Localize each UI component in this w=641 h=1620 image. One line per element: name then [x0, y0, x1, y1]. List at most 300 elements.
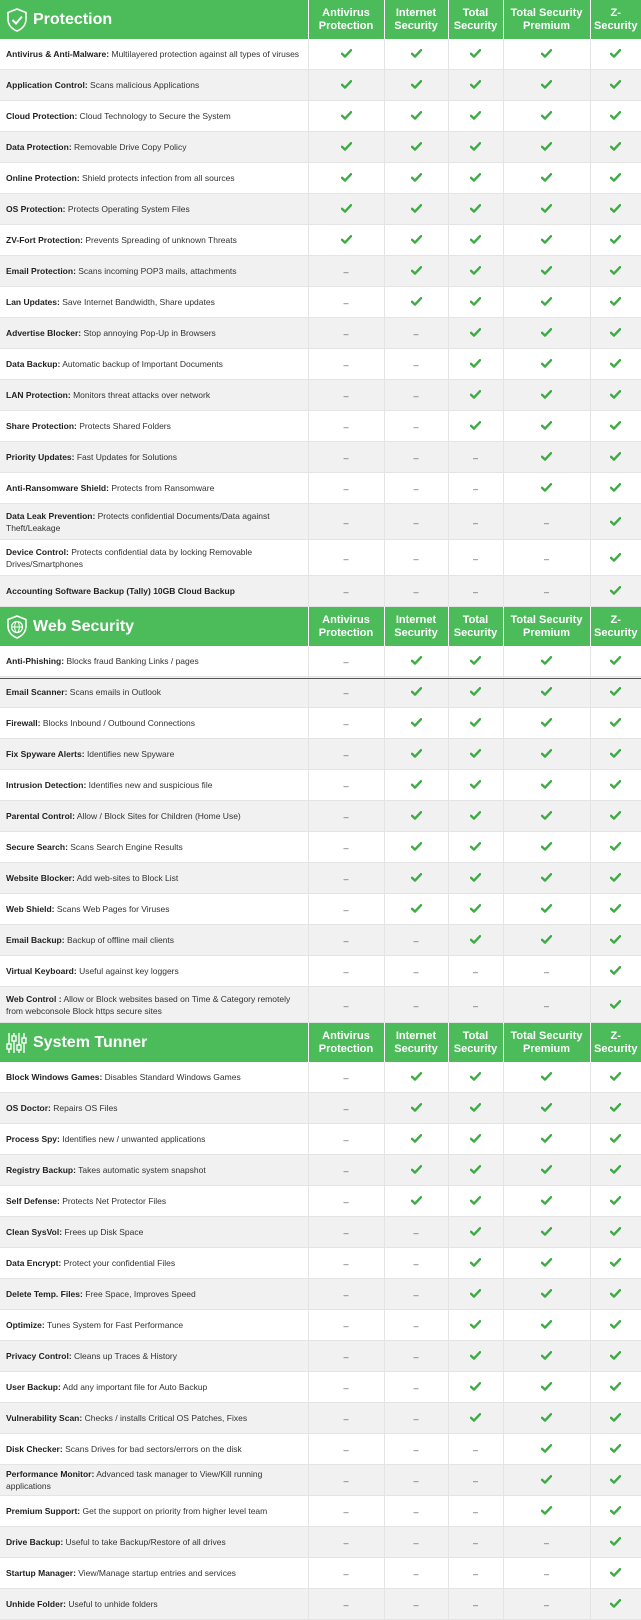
support-cell [448, 1279, 503, 1310]
check-icon [610, 1378, 621, 1387]
support-cell [590, 411, 641, 442]
support-cell [448, 101, 503, 132]
support-cell [503, 70, 590, 101]
feature-description: Protects Net Protector Files [59, 1196, 167, 1206]
support-cell [384, 225, 448, 256]
support-cell [384, 318, 448, 349]
feature-description: Takes automatic system snapshot [75, 1165, 206, 1175]
check-icon [411, 776, 422, 785]
column-header [384, 0, 448, 39]
support-cell [590, 956, 641, 987]
feature-cell [0, 1403, 308, 1434]
dash-icon: – [343, 517, 349, 528]
support-cell [308, 1527, 384, 1558]
support-cell [590, 1062, 641, 1093]
support-cell [384, 894, 448, 925]
support-cell [384, 1496, 448, 1527]
check-icon [610, 324, 621, 333]
check-icon [610, 1409, 621, 1418]
support-cell [384, 1341, 448, 1372]
feature-description: Automatic backup of Important Documents [60, 359, 223, 369]
support-cell [308, 256, 384, 287]
feature-name: Priority Updates: [6, 452, 75, 462]
feature-cell [0, 894, 308, 925]
dash-icon: – [472, 1600, 478, 1610]
support-cell [590, 1248, 641, 1279]
dash-icon: – [343, 1259, 349, 1269]
support-cell [308, 318, 384, 349]
feature-cell [0, 863, 308, 894]
support-cell [503, 256, 590, 287]
column-header [384, 607, 448, 647]
support-cell [448, 832, 503, 863]
dash-icon: – [343, 750, 349, 760]
feature-description: Useful to unhide folders [65, 1599, 158, 1609]
feature-name: Vulnerability Scan: [6, 1413, 83, 1423]
check-icon [610, 1471, 621, 1480]
check-icon [470, 169, 481, 178]
support-cell [503, 318, 590, 349]
column-header-line-1: Total Security [510, 6, 583, 19]
support-cell [308, 1093, 384, 1124]
dash-icon: – [413, 1321, 419, 1331]
dash-icon: – [472, 1476, 478, 1486]
feature-description: Add any important file for Auto Backup [60, 1382, 208, 1392]
column-header [503, 1023, 590, 1063]
check-icon [610, 1285, 621, 1294]
support-cell [308, 1465, 384, 1496]
dash-icon: – [343, 905, 349, 915]
dash-icon: – [343, 1352, 349, 1362]
dash-icon: – [343, 781, 349, 791]
support-cell [448, 349, 503, 380]
check-icon [411, 683, 422, 692]
dash-icon: – [472, 553, 478, 564]
support-cell [384, 801, 448, 832]
feature-description: Useful to take Backup/Restore of all drives [63, 1537, 226, 1547]
column-header-line-1: Antivirus [322, 1029, 370, 1042]
feature-name: Email Backup: [6, 935, 65, 945]
support-cell [384, 956, 448, 987]
feature-name: Share Protection: [6, 421, 77, 431]
feature-cell [0, 411, 308, 442]
feature-cell [0, 318, 308, 349]
support-cell [503, 194, 590, 225]
check-icon [610, 386, 621, 395]
dash-icon: – [413, 1383, 419, 1393]
feature-description: Identifies new Spyware [84, 749, 175, 759]
dash-icon: – [413, 360, 419, 370]
check-icon [470, 324, 481, 333]
feature-description: Protects confidential data by locking Removable Drives/Smartphones [6, 546, 253, 569]
check-icon [541, 838, 552, 847]
dash-icon: – [413, 1000, 419, 1011]
check-icon [470, 1223, 481, 1232]
check-icon [411, 200, 422, 209]
check-icon [610, 714, 621, 723]
support-cell [308, 1279, 384, 1310]
check-icon [541, 931, 552, 940]
support-cell [448, 1558, 503, 1589]
feature-name: Cloud Protection: [6, 111, 78, 121]
dash-icon: – [413, 517, 419, 528]
feature-description: Scans malicious Applications [87, 80, 200, 90]
feature-row [0, 473, 641, 504]
check-icon [541, 1285, 552, 1294]
dash-icon: – [413, 1228, 419, 1238]
feature-description: Cloud Technology to Secure the System [77, 111, 231, 121]
check-icon [610, 1068, 621, 1077]
check-icon [541, 76, 552, 85]
support-cell [448, 646, 503, 677]
support-cell [448, 925, 503, 956]
check-icon [610, 1192, 621, 1201]
support-cell [448, 677, 503, 708]
support-cell [590, 380, 641, 411]
feature-cell [0, 576, 308, 607]
dash-icon: – [472, 1000, 478, 1011]
support-cell [448, 287, 503, 318]
feature-description: Backup of offline mail clients [64, 935, 175, 945]
support-cell [384, 1279, 448, 1310]
support-cell [590, 1186, 641, 1217]
check-icon [470, 683, 481, 692]
feature-row [0, 987, 641, 1023]
support-cell [503, 1062, 590, 1093]
check-icon [541, 900, 552, 909]
column-header [448, 607, 503, 647]
dash-icon: – [543, 967, 549, 977]
support-cell [590, 504, 641, 540]
support-cell [384, 987, 448, 1023]
feature-cell [0, 540, 308, 576]
support-cell [448, 1434, 503, 1465]
feature-name: Web Control : [6, 993, 62, 1004]
feature-name: Virtual Keyboard: [6, 966, 77, 976]
feature-description: Useful against key loggers [76, 966, 179, 976]
dash-icon: – [343, 967, 349, 977]
feature-cell [0, 770, 308, 801]
column-header-line-1: Total [462, 613, 489, 626]
tuning-sliders-icon [6, 1031, 28, 1055]
check-icon [470, 107, 481, 116]
support-cell [503, 1496, 590, 1527]
dash-icon: – [413, 1352, 419, 1362]
feature-cell [0, 194, 308, 225]
check-icon [470, 1254, 481, 1263]
check-icon [411, 1192, 422, 1201]
dash-icon: – [413, 1414, 419, 1424]
dash-icon: – [413, 1290, 419, 1300]
feature-name: Data Leak Prevention: [6, 510, 96, 521]
support-cell [590, 646, 641, 677]
support-cell [308, 1186, 384, 1217]
support-cell [384, 256, 448, 287]
column-header-line-2: Security [394, 1042, 438, 1055]
feature-row [0, 832, 641, 863]
support-cell [308, 646, 384, 677]
feature-name: Delete Temp. Files: [6, 1289, 83, 1299]
check-icon [610, 138, 621, 147]
support-cell [448, 1124, 503, 1155]
check-icon [411, 138, 422, 147]
feature-row [0, 39, 641, 70]
feature-cell [0, 442, 308, 473]
dash-icon: – [343, 329, 349, 339]
support-cell [503, 39, 590, 70]
feature-description: Get the support on priority from higher level team [80, 1506, 268, 1516]
feature-name: Optimize: [6, 1320, 45, 1330]
check-icon [610, 1564, 621, 1573]
column-header [448, 1023, 503, 1063]
check-icon [610, 1533, 621, 1542]
feature-description: Protects from Ransomware [108, 483, 215, 493]
support-cell [448, 442, 503, 473]
check-icon [541, 1099, 552, 1108]
feature-row [0, 863, 641, 894]
feature-name: OS Doctor: [6, 1103, 51, 1113]
feature-description: Advanced task manager to View/Kill running applications [6, 1469, 263, 1491]
column-header [590, 607, 641, 647]
support-cell [384, 101, 448, 132]
column-header-line-2: Premium [522, 626, 571, 639]
check-icon [411, 1099, 422, 1108]
support-cell [590, 677, 641, 708]
check-icon [541, 138, 552, 147]
check-icon [411, 262, 422, 271]
feature-cell [0, 1248, 308, 1279]
feature-name: Data Backup: [6, 359, 61, 369]
feature-name: Firewall: [6, 718, 41, 728]
support-cell [448, 256, 503, 287]
feature-row [0, 163, 641, 194]
support-cell [590, 1217, 641, 1248]
dash-icon: – [413, 453, 419, 463]
support-cell [503, 1093, 590, 1124]
support-cell [590, 1589, 641, 1620]
feature-description: View/Manage startup entries and services [75, 1568, 236, 1578]
support-cell [448, 1589, 503, 1620]
column-header-line-2: Security [394, 626, 438, 639]
dash-icon: – [413, 422, 419, 432]
support-cell [448, 1155, 503, 1186]
dash-icon: – [413, 391, 419, 401]
feature-row [0, 708, 641, 739]
feature-row [0, 349, 641, 380]
support-cell [590, 132, 641, 163]
dash-icon: – [543, 1600, 549, 1610]
support-cell [448, 1403, 503, 1434]
feature-description: Fast Updates for Solutions [74, 452, 178, 462]
feature-description: Scans Drives for bad sectors/errors on the disk [62, 1444, 242, 1454]
support-cell [503, 677, 590, 708]
feature-row [0, 646, 641, 677]
check-icon [470, 1192, 481, 1201]
dash-icon: – [343, 1000, 349, 1011]
feature-row [0, 101, 641, 132]
dash-icon: – [343, 422, 349, 432]
feature-cell [0, 925, 308, 956]
check-icon [610, 1130, 621, 1139]
dash-icon: – [343, 267, 349, 277]
support-cell [503, 739, 590, 770]
dash-icon: – [343, 1197, 349, 1207]
feature-name: Privacy Control: [6, 1351, 72, 1361]
feature-row [0, 380, 641, 411]
feature-cell [0, 1341, 308, 1372]
support-cell [590, 256, 641, 287]
section-header-protection [0, 0, 641, 39]
column-header [308, 1023, 384, 1063]
check-icon [610, 262, 621, 271]
feature-description: Scans incoming POP3 mails, attachments [75, 266, 237, 276]
support-cell [384, 70, 448, 101]
feature-row [0, 256, 641, 287]
feature-name: Premium Support: [6, 1506, 81, 1516]
feature-row [0, 1248, 641, 1279]
feature-name: Data Encrypt: [6, 1258, 62, 1268]
feature-name: Block Windows Games: [6, 1072, 103, 1082]
feature-row [0, 1558, 641, 1589]
support-cell [590, 1279, 641, 1310]
check-icon [341, 76, 352, 85]
check-icon [470, 652, 481, 661]
check-icon [541, 293, 552, 302]
column-header-line-2: Security [453, 626, 498, 639]
check-icon [610, 962, 621, 971]
check-icon [610, 996, 621, 1005]
check-icon [610, 45, 621, 54]
section-title: System Tunner [33, 1033, 148, 1051]
dash-icon: – [543, 553, 549, 564]
check-icon [610, 1254, 621, 1263]
dash-icon: – [472, 967, 478, 977]
check-icon [610, 76, 621, 85]
support-cell [590, 442, 641, 473]
feature-name: Self Defense: [6, 1196, 60, 1206]
support-cell [503, 442, 590, 473]
check-icon [610, 513, 621, 522]
support-cell [503, 349, 590, 380]
column-header [590, 1023, 641, 1063]
feature-row [0, 411, 641, 442]
feature-cell [0, 832, 308, 863]
support-cell [503, 770, 590, 801]
support-cell [308, 956, 384, 987]
column-header-line-1: Internet [395, 6, 437, 19]
check-icon [541, 200, 552, 209]
check-icon [610, 807, 621, 816]
support-cell [384, 1155, 448, 1186]
support-cell [384, 832, 448, 863]
support-cell [503, 1279, 590, 1310]
dash-icon: – [472, 517, 478, 528]
check-icon [411, 76, 422, 85]
support-cell [384, 1124, 448, 1155]
support-cell [503, 987, 590, 1023]
check-icon [610, 838, 621, 847]
feature-cell [0, 708, 308, 739]
support-cell [384, 1403, 448, 1434]
check-icon [541, 355, 552, 364]
support-cell [503, 1558, 590, 1589]
check-icon [541, 1471, 552, 1480]
feature-description: Blocks Inbound / Outbound Connections [40, 718, 196, 728]
feature-row [0, 1217, 641, 1248]
feature-description: Prevents Spreading of unknown Threats [82, 235, 237, 245]
feature-name: User Backup: [6, 1382, 61, 1392]
check-icon [411, 652, 422, 661]
support-cell [384, 194, 448, 225]
check-icon [541, 1254, 552, 1263]
check-icon [610, 1316, 621, 1325]
support-cell [308, 101, 384, 132]
feature-cell [0, 163, 308, 194]
feature-name: Website Blocker: [6, 873, 75, 883]
support-cell [308, 225, 384, 256]
support-cell [590, 1341, 641, 1372]
check-icon [470, 869, 481, 878]
check-icon [470, 1285, 481, 1294]
support-cell [448, 1248, 503, 1279]
support-cell [384, 411, 448, 442]
feature-name: Anti-Phishing: [6, 656, 65, 666]
support-cell [448, 1341, 503, 1372]
check-icon [610, 652, 621, 661]
support-cell [503, 411, 590, 442]
support-cell [308, 39, 384, 70]
check-icon [610, 1099, 621, 1108]
check-icon [411, 900, 422, 909]
support-cell [590, 739, 641, 770]
column-header-line-2: Security [394, 19, 438, 32]
support-cell [308, 739, 384, 770]
feature-description: Scans Web Pages for Viruses [54, 904, 170, 914]
check-icon [541, 1316, 552, 1325]
check-icon [610, 683, 621, 692]
support-cell [448, 956, 503, 987]
dash-icon: – [343, 1383, 349, 1393]
support-cell [590, 349, 641, 380]
support-cell [590, 101, 641, 132]
check-icon [470, 231, 481, 240]
check-icon [541, 1223, 552, 1232]
dash-icon: – [343, 553, 349, 564]
dash-icon: – [343, 360, 349, 370]
support-cell [590, 987, 641, 1023]
check-icon [470, 355, 481, 364]
support-cell [384, 739, 448, 770]
support-cell [503, 1527, 590, 1558]
check-icon [541, 231, 552, 240]
support-cell [590, 1434, 641, 1465]
column-header-line-2: Security [453, 19, 498, 32]
support-cell [503, 1186, 590, 1217]
check-icon [610, 900, 621, 909]
support-cell [503, 1465, 590, 1496]
support-cell [448, 576, 503, 607]
feature-cell [0, 1496, 308, 1527]
check-icon [541, 1068, 552, 1077]
column-header-line-1: Z- [610, 6, 621, 19]
check-icon [541, 448, 552, 457]
section-title: Web Security [33, 617, 135, 635]
support-cell [308, 70, 384, 101]
support-cell [503, 1341, 590, 1372]
support-cell [503, 708, 590, 739]
feature-row [0, 925, 641, 956]
support-cell [308, 1062, 384, 1093]
